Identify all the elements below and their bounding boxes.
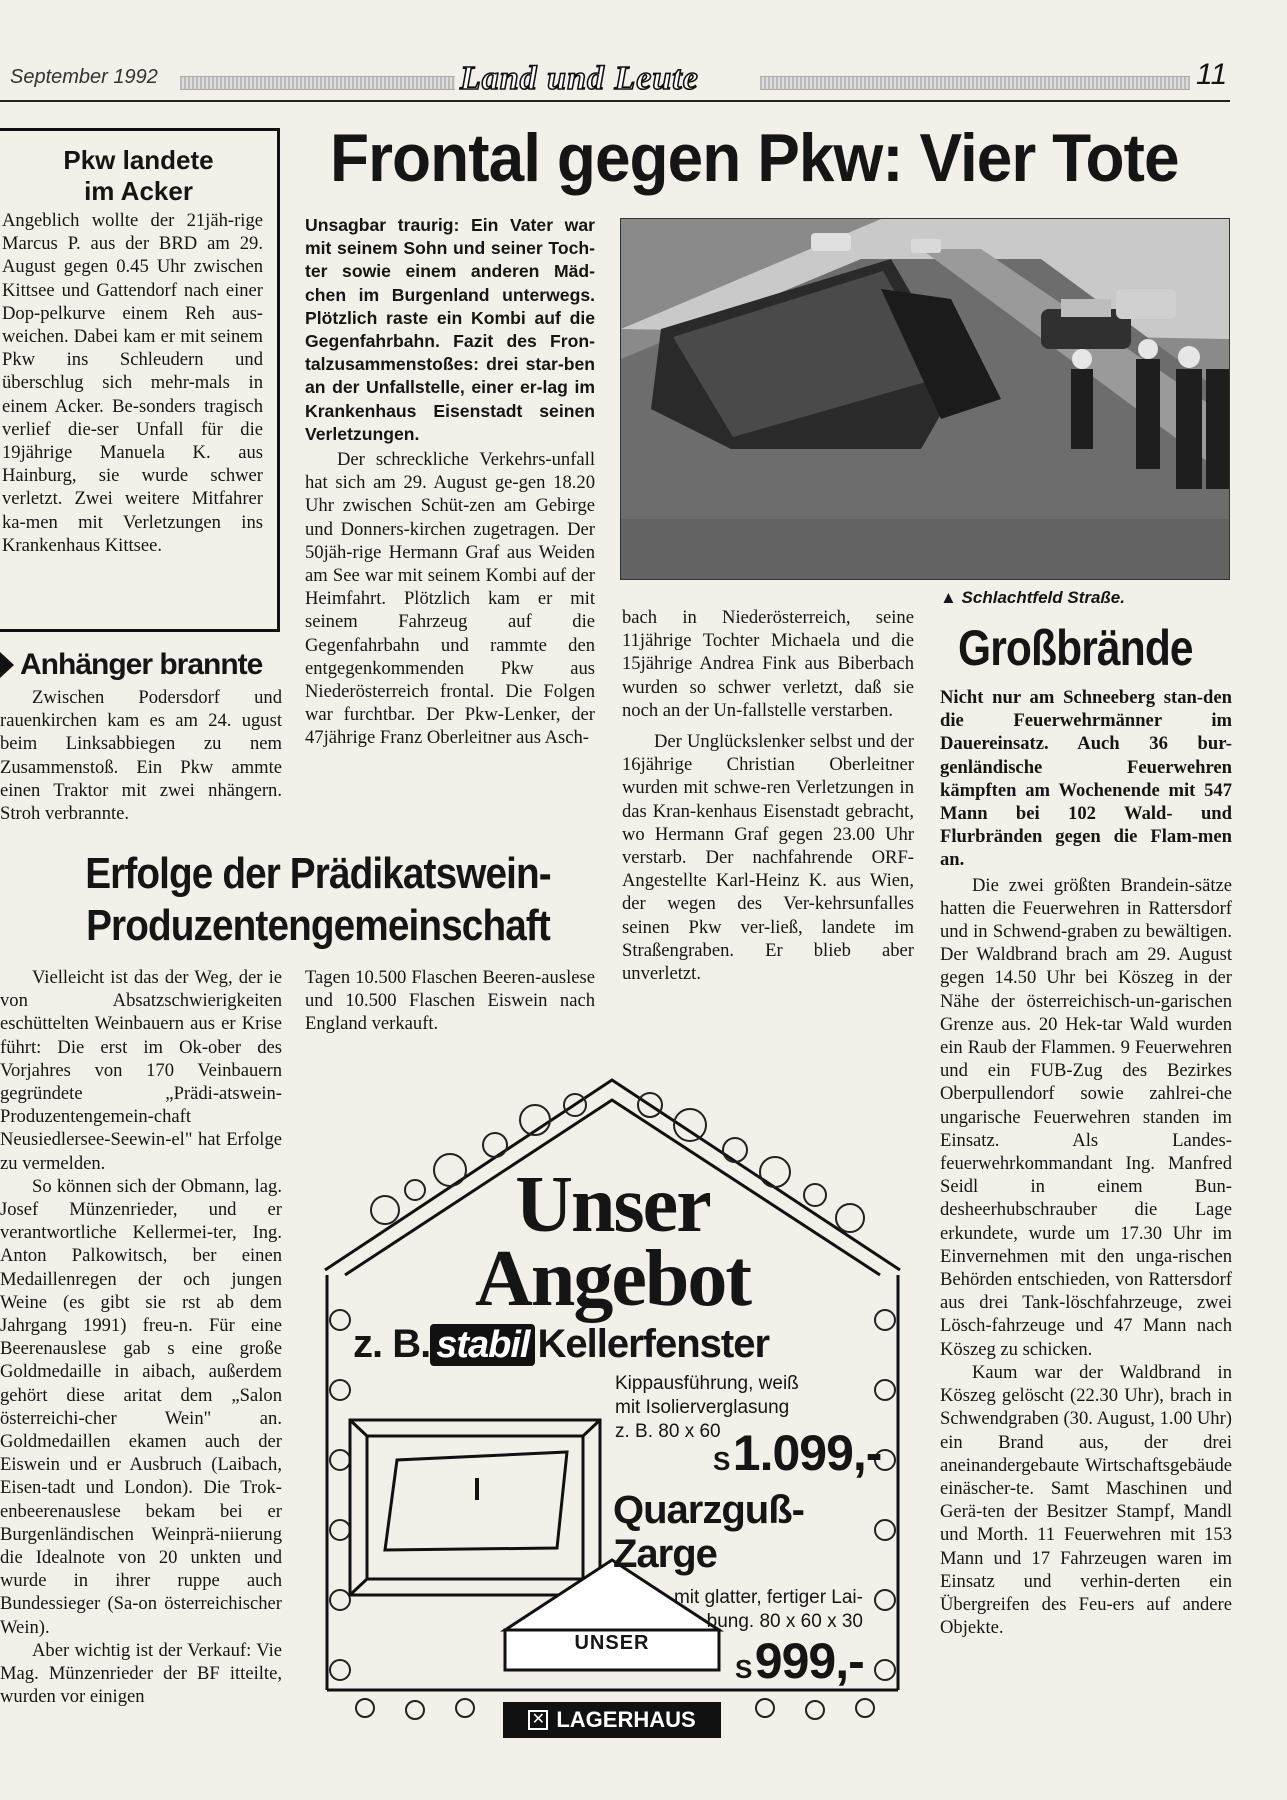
lagerhaus-ad: [305, 1060, 920, 1760]
ad-desc-line1: Kippausführung, weiß: [615, 1373, 799, 1394]
ad-price1-value: 1.099,-: [732, 1425, 882, 1481]
fire-story: [940, 686, 1232, 1639]
ad-desc-line2: mit Isolierverglasung: [615, 1397, 790, 1418]
ad-headline-line2: Angebot: [475, 1235, 750, 1323]
main-story-lead: Unsagbar traurig: Ein Vater war mit seinem Sohn und seiner Toch-ter sowie einem anderen Mäd-chen im Burgenland unterwegs. Plötzlich raste ein Kombi auf die Gegenfahrbahn. Fazit des Fron-talzusammenstoßes: drei star-ben an der Unfallstelle, einer er-lag im Krankenhaus Eisenstadt seinen Verletzungen.: [305, 215, 595, 444]
photo-caption: ▲ Schlachtfeld Straße.: [940, 588, 1125, 607]
header-rule-left: [180, 76, 455, 90]
fire-story-body-p2: Kaum war der Waldbrand in Köszeg gelöscht (22.30 Uhr), brach in Schwendgraben (30. August, 1.00 Uhr) ein Brand aus, der drei aneinandergebaute Wirtschaftsgebäude einäscher-te. Samt Maschinen und Gerä-ten der Besitzer Stampf, Mandl und Morth. 11 Feuerwehren mit 153 Mann und 17 Fahrzeugen waren im Einsatz und verhin-derten ein Übergreifen des Feu-ers auf andere Objekte.: [940, 1361, 1232, 1639]
wine-story-body-p2: So können sich der Obmann, lag. Josef Münzenrieder, und er verantwortliche Kellermei-ter, Ing. Anton Palkowitsch, ber einen Medaillenregen der och jungen Weine (es gibt sie rst ab dem Jahrgang 1991) freu-n. Für eine Beerenauslese gab s eine große Goldmedaille in aibach, außerdem gehört diese aritat dem „Salon österreichi-cher Wein" an. Goldmedaillen ekamen auch der Eiswein und er Ausbruch (Laibach, Eisen-tadt und London). Die Trok-enbeerenauslese bekam bei er Burgenländischen Weinprä-niierung die Idealnote von 20 unkten und wurde in ihrer ruppe auch Bundessieger (Sa-on österreichischer Wein).: [0, 1175, 282, 1638]
ad-zarge-desc-line2: bung. 80 x 60 x 30: [706, 1611, 863, 1632]
ad-footer-line2: LAGERHAUS: [556, 1707, 696, 1732]
lagerhaus-logo: [503, 1702, 721, 1738]
wine-headline-line1: Erfolge der Prädikatswein-: [85, 849, 551, 898]
ad-zarge-description: [653, 1586, 863, 1634]
trailer-story: [0, 648, 282, 825]
issue-date: September 1992: [10, 66, 158, 88]
header-rule-right: [760, 76, 1190, 90]
fire-story-lead: Nicht nur am Schneeberg stan-den die Feuerwehrmänner im Dauereinsatz. Auch 36 bur-genländische Feuerwehren kämpften am Wochenende mit 547 Mann bei 102 Wald- und Flurbränden gegen die Flam-men an.: [940, 687, 1232, 871]
section-title: Land und Leute: [460, 60, 699, 97]
wine-headline-line2: Produzentengemeinschaft: [86, 901, 550, 950]
ad-price2-value: 999,-: [754, 1633, 864, 1689]
ad-zarge-line1: Quarzguß-: [613, 1488, 804, 1532]
box-story: [0, 128, 280, 632]
ad-footer-line1: UNSER: [574, 1632, 650, 1654]
ad-zarge-desc-line1: mit glatter, fertiger Lai-: [673, 1587, 863, 1608]
trailer-story-body: Zwischen Podersdorf und rauenkirchen kam es am 24. ugust beim Linksabbiegen zu nem Zusammenstoß. Ein Pkw ammte einen Traktor mit zwei nhängern. Stroh verbrannte.: [0, 687, 282, 825]
ad-zarge: [613, 1488, 804, 1576]
ad-footer: [505, 1632, 719, 1655]
ad-zarge-line2: Zarge: [613, 1532, 717, 1576]
accident-photo: [620, 218, 1230, 580]
box-story-body: Angeblich wollte der 21jäh-rige Marcus P. aus der BRD am 29. August gegen 0.45 Uhr zwischen Kittsee und Gattendorf nach einer Dop-pelkurve einem Reh aus-weichen. Dabei kam er mit seinem Pkw ins Schleudern und überschlug sich mehr-mals in einem Acker. Be-sonders tragisch verlief die-ser Unfall für die 19jährige Manuela K. aus Hainburg, sie wurde schwer verletzt. Zwei weitere Mitfahrer ka-men mit Verletzungen ins Krankenhaus Kittsee.: [2, 210, 263, 556]
wine-story-body-p3: Aber wichtig ist der Verkauf: Vie Mag. Münzenrieder der BF itteilte, wurden vor einigen: [0, 1639, 282, 1708]
box-story-title-line2: im Acker: [84, 176, 193, 206]
ad-zb: z. B.: [353, 1322, 431, 1366]
fire-story-body-p1: Die zwei größten Brandein-sätze hatten die Feuerwehren in Rattersdorf und in Schwend-graben zu bewältigen. Der Waldbrand brach am 29. August gegen 14.50 Uhr bei Köszeg in der Nähe der österreichisch-un-garischen Grenze aus. 20 Hek-tar Wald wurden ein Raub der Flammen. 9 Feuerwehren und ein FUB-Zug des Bezirkes Oberpullendorf sowie zahlrei-che ungarische Feuerwehren standen im Einsatz. Als Landes-feuerwehrkommandant Ing. Manfred Seidl in einem Bun-desheerhubschrauber die Lage erkundete, wurde um 17.30 Uhr im Einvernehmen mit den unga-rischen Behörden entschieden, von Rattersdorf aus drei Tank-löschfahrzeuge, zwei Lösch-fahrzeuge und 47 Mann nach Köszeg zu schicken.: [940, 874, 1232, 1360]
main-story-body-col2a: bach in Niederösterreich, seine 11jährige Tochter Michaela und die 15jährige Andrea Fink aus Biberbach wurden so schwer verletzt, daß sie noch an der Un-fallstelle verstarben.: [622, 607, 914, 721]
ad-price1: [713, 1424, 881, 1482]
wine-story-col1: [0, 966, 282, 1709]
wine-story-body-p1: Vielleicht ist das der Weg, der ie von Absatzschwierigkeiten eschüttelten Weinbauern aus er Krise führt: Die erst im Ok-ober des Vorjahres von 170 Veinbauern gegründete „Prädi-atswein-Produzentengemein-chaft Neusiedlersee-Seewin-el" hat Erfolge zu vermelden.: [0, 967, 282, 1174]
ad-headline: [305, 1161, 920, 1323]
main-story-col1: [305, 214, 595, 750]
ad-price2: [735, 1632, 864, 1690]
accident-photo-illustration: [621, 219, 1230, 580]
ad-product-line: [353, 1322, 769, 1367]
main-headline: Frontal gegen Pkw: Vier Tote: [330, 120, 1179, 196]
ad-headline-line1: Unser: [515, 1161, 710, 1249]
trailer-story-heading: [0, 648, 282, 682]
wine-story-body-col2: Tagen 10.500 Flaschen Beeren-auslese und 10.500 Flaschen Eiswein nach England verkauft.: [305, 967, 595, 1035]
wine-headline: [80, 848, 555, 952]
ad-size1: z. B. 80 x 60: [615, 1421, 721, 1442]
ad-product: Kellerfenster: [537, 1322, 770, 1366]
wine-story-col2: [305, 966, 595, 1036]
page-number: 11: [1196, 58, 1228, 91]
main-story-col2: [622, 606, 914, 985]
trailer-story-title: Anhänger brannte: [20, 648, 263, 681]
fire-headline: Großbrände: [958, 620, 1193, 676]
stabil-logo: stabil: [430, 1324, 535, 1366]
lagerhaus-x-icon: ✕: [528, 1710, 548, 1730]
main-story-body-col2b: Der Unglückslenker selbst und der 16jährige Christian Oberleitner wurden mit schwe-ren Verletzungen in das Kran-kenhaus Eisenstadt gebracht, wo Hermann Graf gegen 23.00 Uhr verstarb. Der nachfahrende ORF-Angestellte Karl-Heinz K. aus Wien, der wegen des Ver-kehrsunfalles seinen Pkw ver-ließ, landete im Straßengraben. Er blieb aber unverletzt.: [622, 731, 914, 985]
main-story-body-col1: Der schreckliche Verkehrs-unfall hat sich am 29. August ge-gen 18.20 Uhr zwischen Schüt-zen am Gebirge und Donners-kirchen zugetragen. Der 50jäh-rige Hermann Graf aus Weiden am See war mit seinem Kombi auf der Heimfahrt. Plötzlich kam er mit seinem Fahrzeug auf die Gegenfahrbahn und rammte den entgegenkommenden Pkw aus Niederösterreich frontal. Die Folgen war furchtbar. Der Pkw-Lenker, der 47jährige Franz Oberleitner aus Asch-: [305, 449, 595, 749]
box-story-title: [0, 145, 277, 207]
ad-currency2: S: [735, 1654, 752, 1684]
box-story-title-line1: Pkw landete: [63, 145, 214, 175]
header-underline: [0, 100, 1230, 102]
triangle-marker-icon: [0, 652, 14, 678]
ad-currency1: S: [713, 1446, 730, 1476]
